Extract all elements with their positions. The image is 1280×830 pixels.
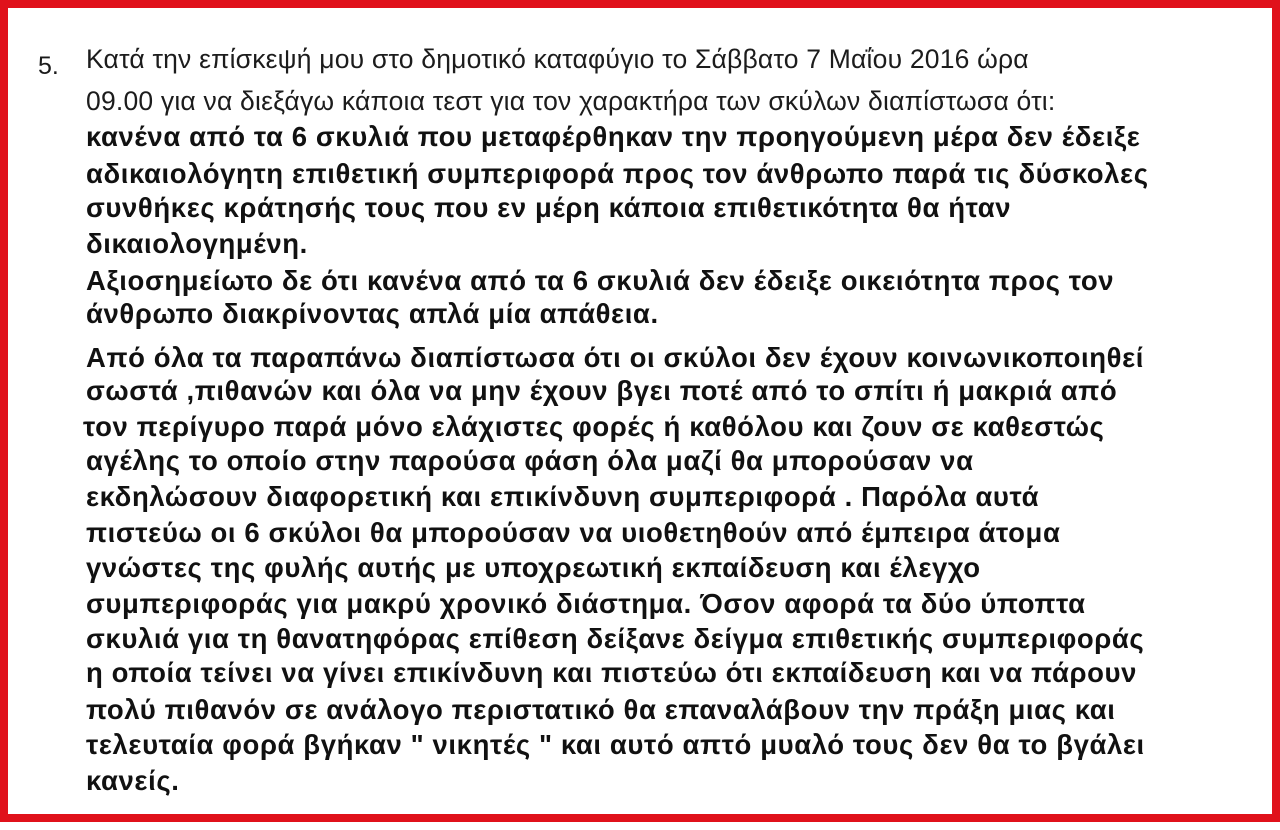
- text-line: δικαιολογημένη.: [86, 228, 308, 259]
- text-line: άνθρωπο διακρίνοντας απλά μία απάθεια.: [86, 298, 659, 329]
- item-number: 5.: [38, 52, 59, 80]
- text-line: η οποία τείνει να γίνει επικίνδυνη και πιστεύω ότι εκπαίδευση και να πάρουν: [86, 657, 1138, 688]
- text-line: αδικαιολόγητη επιθετική συμπεριφορά προς τον άνθρωπο παρά τις δύσκολες: [86, 158, 1149, 189]
- text-line: συνθήκες κράτησής τους που εν μέρη κάποια επιθετικότητα θα ήταν: [86, 192, 1012, 223]
- text-line: κανείς.: [86, 765, 180, 796]
- text-line: πολύ πιθανόν σε ανάλογο περιστατικό θα επαναλάβουν την πράξη μιας και: [86, 694, 1116, 725]
- text-line: Κατά την επίσκεψή μου στο δημοτικό καταφύγιο το Σάββατο 7 Μαΐου 2016 ώρα: [86, 44, 1029, 74]
- paragraph-text: [8, 8, 1280, 830]
- text-line: Αξιοσημείωτο δε ότι κανένα από τα 6 σκυλιά δεν έδειξε οικειότητα προς τον: [86, 265, 1115, 296]
- text-line: γνώστες της φυλής αυτής με υποχρεωτική εκπαίδευση και έλεγχο: [86, 552, 981, 583]
- text-line: κανένα από τα 6 σκυλιά που μεταφέρθηκαν την προηγούμενη μέρα δεν έδειξε: [86, 121, 1141, 152]
- text-line: πιστεύω οι 6 σκύλοι θα μπορούσαν να υιοθετηθούν από έμπειρα άτομα: [86, 517, 1061, 548]
- text-line: τελευταία φορά βγήκαν " νικητές " και αυτό απτό μυαλό τους δεν θα το βγάλει: [86, 729, 1145, 760]
- text-line: σωστά ,πιθανών και όλα να μην έχουν βγει ποτέ από το σπίτι ή μακριά από: [86, 375, 1118, 406]
- text-line: συμπεριφοράς για μακρύ χρονικό διάστημα. Όσον αφορά τα δύο ύποπτα: [86, 588, 1086, 619]
- text-line: σκυλιά για τη θανατηφόρας επίθεση δείξανε δείγμα επιθετικής συμπεριφοράς: [86, 623, 1145, 654]
- text-line: 09.00 για να διεξάγω κάποια τεστ για τον χαρακτήρα των σκύλων διαπίστωσα ότι:: [86, 86, 1056, 116]
- text-line: αγέλης το οποίο στην παρούσα φάση όλα μαζί θα μπορούσαν να: [86, 445, 974, 476]
- text-line: εκδηλώσουν διαφορετική και επικίνδυνη συμπεριφορά . Παρόλα αυτά: [86, 481, 1040, 512]
- text-line: Από όλα τα παραπάνω διαπίστωσα ότι οι σκύλοι δεν έχουν κοινωνικοποιηθεί: [86, 342, 1144, 373]
- text-line: τον περίγυρο παρά μόνο ελάχιστες φορές ή καθόλου και ζουν σε καθεστώς: [83, 411, 1105, 442]
